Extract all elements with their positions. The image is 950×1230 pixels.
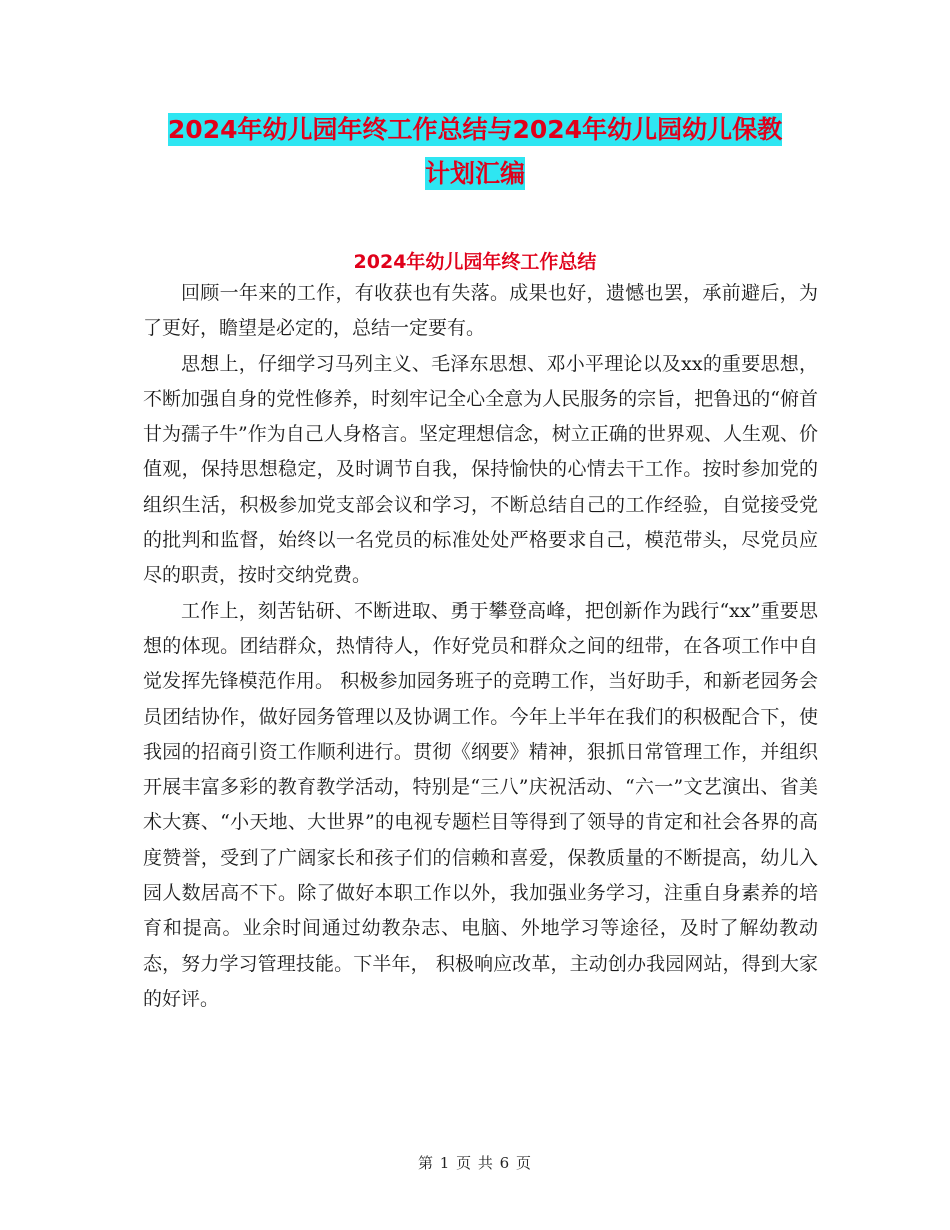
paragraph-3: 工作上，刻苦钻研、不断进取、勇于攀登高峰，把创新作为践行“xx”重要思想的体现。团结群众，热情待人，作好党员和群众之间的纽带，在各项工作中自觉发挥先锋模范作用。 积极参加园务班子的竞聘工作，当好助手，和新老园务会员团结协作，做好园务管理以及协调工作。今年上半年在我们的积极配合下，使我园的招商引资工作顺利进行。贯彻《纲要》精神，狠抓日常管理工作，并组织开展丰富多彩的教育教学活动，特别是“三八”庆祝活动、“六一”文艺演出、省美术大赛、“小天地、大世界”的电视专题栏目等得到了领导的肯定和社会各界的高度赞誉，受到了广阔家长和孩子们的信赖和喜爱，保教质量的不断提高，幼儿入园人数居高不下。除了做好本职工作以外，我加强业务学习，注重自身素养的培育和提高。业余时间通过幼教杂志、电脑、外地学习等途径，及时了解幼教动态，努力学习管理技能。下半年， 积极响应改革，主动创办我园网站，得到大家的好评。 [143,599,818,1010]
title-line-2: 计划汇编 [424,159,525,188]
document-body [143,276,818,1017]
paragraph-2: 思想上，仔细学习马列主义、毛泽东思想、邓小平理论以及xx的重要思想，不断加强自身的党性修养，时刻牢记全心全意为人民服务的宗旨，把鲁迅的“俯首甘为孺子牛”作为自己人身格言。坚定理想信念，树立正确的世界观、人生观、价值观，保持思想稳定，及时调节自我，保持愉快的心情去干工作。按时参加党的组织生活，积极参加党支部会议和学习，不断总结自己的工作经验，自觉接受党的批判和监督，始终以一名党员的标准处处严格要求自己，模范带头，尽党员应尽的职责，按时交纳党费。 [143,352,818,587]
document-title [0,108,950,196]
paragraph-1: 回顾一年来的工作，有收获也有失落。成果也好，遗憾也罢，承前避后，为了更好，瞻望是必定的，总结一定要有。 [143,282,818,340]
title-line-1: 2024年幼儿园年终工作总结与2024年幼儿园幼儿保教 [167,115,783,144]
section-title: 2024年幼儿园年终工作总结 [353,251,597,273]
page-indicator: 第 1 页 共 6 页 [418,1154,532,1172]
